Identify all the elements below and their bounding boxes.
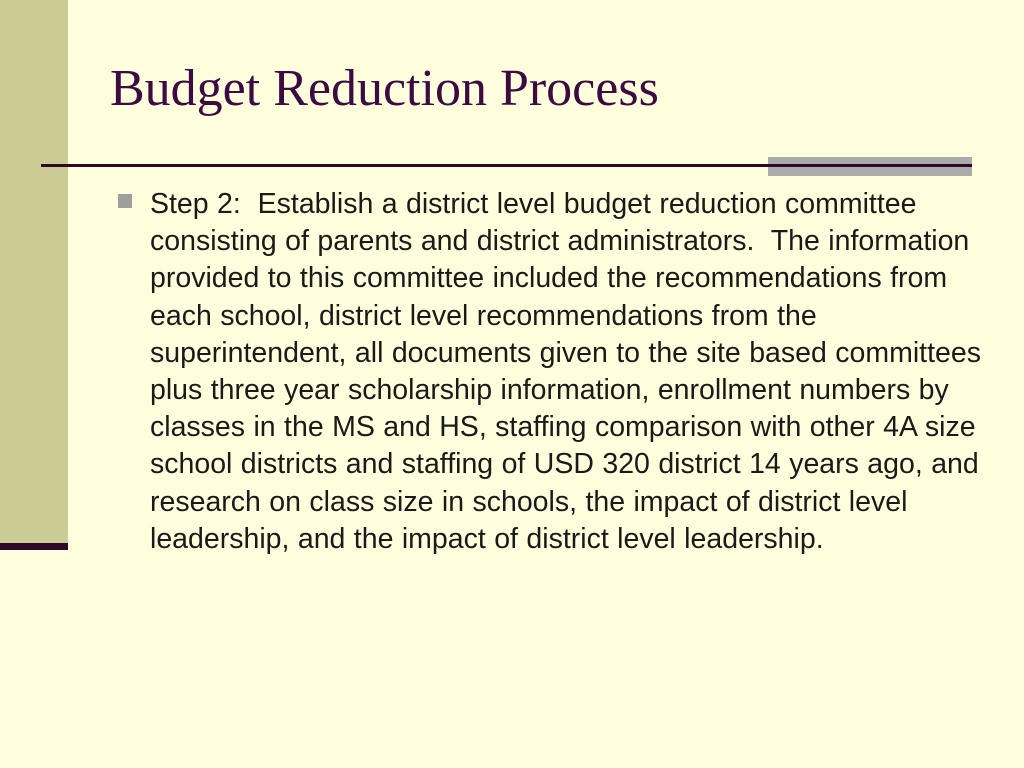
sidebar-decorative-band bbox=[0, 0, 68, 543]
page-title: Budget Reduction Process bbox=[110, 60, 659, 117]
slide-body bbox=[118, 186, 988, 558]
list-item-text: Step 2: Establish a district level budget reduction committee consisting of parents and district administrators. The information provided to this committee included the recommendations from each school, district level recommendations from the superintendent, all documents given to the site based committees plus three year scholarship information, enrollment numbers by classes in the MS and HS, staffing comparison with other 4A size school districts and staffing of USD 320 district 14 years ago, and research on class size in schools, the impact of district level leadership, and the impact of district level leadership. bbox=[150, 188, 990, 555]
square-bullet-icon bbox=[118, 194, 132, 208]
sidebar-footer-rule bbox=[0, 543, 68, 550]
list-item bbox=[118, 186, 988, 558]
title-divider-rule bbox=[41, 164, 972, 167]
